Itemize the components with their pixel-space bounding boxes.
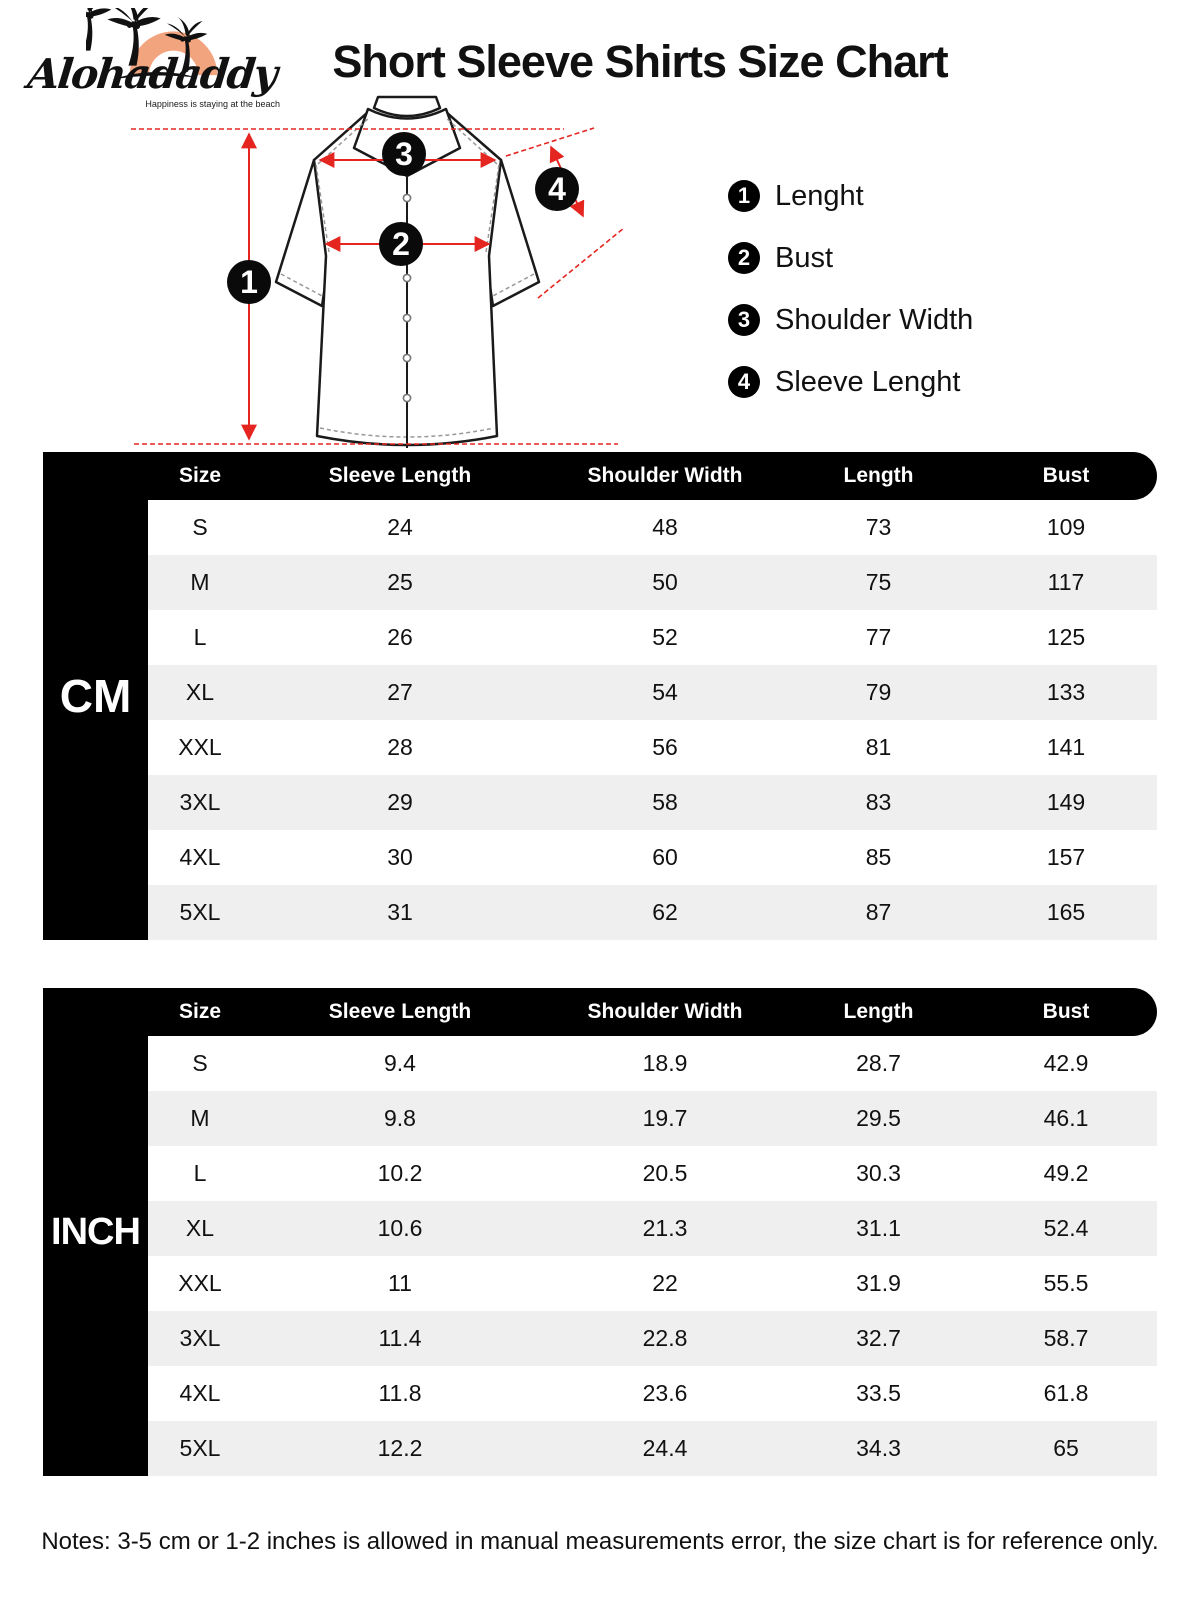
- value-cell: 55.5: [1043, 1270, 1089, 1296]
- brand-name: Alohadaddy: [25, 50, 279, 98]
- value-cell: 33.5: [856, 1380, 901, 1406]
- table-header-inch: [43, 988, 1157, 1036]
- page-title: Short Sleeve Shirts Size Chart: [332, 36, 948, 87]
- size-cell: 3XL: [179, 1325, 221, 1351]
- value-cell: 29: [387, 789, 413, 815]
- size-cell: XXL: [178, 1270, 222, 1296]
- legend-label: Lenght: [775, 179, 864, 212]
- value-cell: 61.8: [1043, 1380, 1089, 1406]
- value-cell: 31.9: [856, 1270, 901, 1296]
- value-cell: 75: [865, 569, 892, 595]
- value-cell: 11: [388, 1270, 412, 1296]
- size-cell: XL: [185, 679, 215, 705]
- size-cell: 5XL: [179, 899, 221, 925]
- table-row: [148, 830, 1157, 885]
- value-cell: 85: [865, 844, 892, 870]
- legend-item: [728, 364, 973, 400]
- table-row: [148, 1366, 1157, 1421]
- marker-1: 1: [240, 264, 258, 300]
- table-row: [148, 1036, 1157, 1091]
- value-cell: 42.9: [1043, 1050, 1089, 1076]
- value-cell: 32.7: [856, 1325, 901, 1351]
- notes-text: Notes: 3-5 cm or 1-2 inches is allowed in manual measurements error, the size chart is for reference only.: [41, 1528, 1159, 1555]
- table-row: [148, 1091, 1157, 1146]
- table-row: [148, 665, 1157, 720]
- table-row: [148, 1256, 1157, 1311]
- value-cell: 30.3: [856, 1160, 901, 1186]
- table-row: [148, 610, 1157, 665]
- table-body-inch: [148, 1036, 1157, 1476]
- value-cell: 79: [865, 679, 892, 705]
- legend-label: Shoulder Width: [775, 303, 974, 336]
- value-cell: 54: [652, 679, 678, 705]
- value-cell: 9.4: [384, 1050, 416, 1076]
- value-cell: 10.6: [377, 1215, 423, 1241]
- value-cell: 28: [387, 734, 413, 760]
- column-header: Size: [178, 1000, 222, 1023]
- column-header: Bust: [1042, 1000, 1090, 1023]
- value-cell: 141: [1046, 734, 1086, 760]
- shirt-measurement-diagram: [116, 92, 680, 456]
- value-cell: 52: [652, 624, 678, 650]
- size-table-cm: [43, 452, 1157, 940]
- table-row: [148, 555, 1157, 610]
- value-cell: 30: [387, 844, 413, 870]
- column-header: Bust: [1042, 464, 1090, 487]
- measurement-diagram-section: [0, 92, 1200, 458]
- value-cell: 60: [652, 844, 678, 870]
- size-table-inch: [43, 988, 1157, 1476]
- value-cell: 27: [387, 679, 413, 705]
- value-cell: 19.7: [642, 1105, 688, 1131]
- legend-label: Bust: [775, 241, 834, 274]
- value-cell: 12.2: [377, 1435, 423, 1461]
- value-cell: 81: [865, 734, 892, 760]
- value-cell: 58: [652, 789, 678, 815]
- legend-number-badge: 2: [728, 242, 760, 274]
- value-cell: 31: [387, 899, 413, 925]
- column-header: Shoulder Width: [587, 1000, 743, 1023]
- value-cell: 125: [1046, 624, 1086, 650]
- value-cell: 24.4: [642, 1435, 688, 1461]
- legend-number-badge: 3: [728, 304, 760, 336]
- value-cell: 11.8: [378, 1380, 422, 1406]
- size-cell: M: [190, 569, 210, 595]
- table-row: [148, 885, 1157, 940]
- column-header: Shoulder Width: [587, 464, 743, 487]
- column-header: Sleeve Length: [328, 464, 472, 487]
- value-cell: 9.8: [384, 1105, 416, 1131]
- table-header-cm: [43, 452, 1157, 500]
- value-cell: 165: [1046, 899, 1086, 925]
- table-row: [148, 720, 1157, 775]
- value-cell: 24: [387, 514, 413, 540]
- value-cell: 65: [1053, 1435, 1079, 1461]
- size-cell: S: [192, 514, 208, 540]
- value-cell: 34.3: [856, 1435, 901, 1461]
- value-cell: 62: [652, 899, 678, 925]
- value-cell: 83: [865, 789, 892, 815]
- legend-item: [728, 178, 973, 214]
- size-cell: M: [190, 1105, 210, 1131]
- marker-3: 3: [395, 136, 413, 172]
- value-cell: 133: [1046, 679, 1086, 705]
- marker-2: 2: [392, 226, 410, 262]
- table-row: [148, 1146, 1157, 1201]
- value-cell: 46.1: [1043, 1105, 1089, 1131]
- legend-item: [728, 302, 973, 338]
- value-cell: 18.9: [642, 1050, 688, 1076]
- value-cell: 52.4: [1043, 1215, 1089, 1241]
- value-cell: 56: [652, 734, 678, 760]
- value-cell: 48: [652, 514, 678, 540]
- size-cell: XL: [185, 1215, 215, 1241]
- value-cell: 22.8: [642, 1325, 688, 1351]
- value-cell: 23.6: [642, 1380, 688, 1406]
- column-header: Size: [178, 464, 222, 487]
- value-cell: 117: [1047, 569, 1085, 595]
- size-cell: 4XL: [179, 1380, 221, 1406]
- table-row: [148, 500, 1157, 555]
- size-cell: 4XL: [179, 844, 221, 870]
- value-cell: 28.7: [856, 1050, 901, 1076]
- column-header: Length: [843, 1000, 914, 1023]
- value-cell: 157: [1046, 844, 1086, 870]
- table-row: [148, 1201, 1157, 1256]
- table-body-cm: [148, 500, 1157, 940]
- value-cell: 109: [1046, 514, 1086, 540]
- size-cell: S: [192, 1050, 208, 1076]
- size-cell: XXL: [178, 734, 222, 760]
- size-cell: L: [193, 624, 207, 650]
- unit-label-cm: CM: [59, 670, 132, 722]
- value-cell: 26: [387, 624, 413, 650]
- value-cell: 58.7: [1043, 1325, 1089, 1351]
- value-cell: 73: [865, 514, 892, 540]
- column-header: Sleeve Length: [328, 1000, 472, 1023]
- value-cell: 77: [865, 624, 892, 650]
- legend-number-badge: 1: [728, 180, 760, 212]
- marker-4: 4: [548, 171, 566, 207]
- table-row: [148, 1311, 1157, 1366]
- size-cell: 5XL: [179, 1435, 221, 1461]
- legend-label: Sleeve Lenght: [775, 365, 961, 398]
- value-cell: 149: [1046, 789, 1086, 815]
- legend-number-badge: 4: [728, 366, 760, 398]
- value-cell: 22: [652, 1270, 678, 1296]
- table-row: [148, 1421, 1157, 1476]
- unit-label-inch: INCH: [51, 1210, 140, 1253]
- value-cell: 20.5: [642, 1160, 688, 1186]
- value-cell: 11.4: [378, 1325, 422, 1351]
- measurement-legend: [728, 178, 973, 426]
- value-cell: 49.2: [1043, 1160, 1089, 1186]
- value-cell: 31.1: [856, 1215, 901, 1241]
- value-cell: 29.5: [856, 1105, 901, 1131]
- value-cell: 25: [387, 569, 413, 595]
- brand-tagline: Happiness is staying at the beach: [145, 99, 280, 109]
- table-row: [148, 775, 1157, 830]
- size-cell: L: [193, 1160, 207, 1186]
- legend-item: [728, 240, 973, 276]
- value-cell: 10.2: [377, 1160, 423, 1186]
- size-cell: 3XL: [179, 789, 221, 815]
- value-cell: 87: [865, 899, 892, 925]
- column-header: Length: [843, 464, 914, 487]
- value-cell: 50: [652, 569, 678, 595]
- value-cell: 21.3: [642, 1215, 688, 1241]
